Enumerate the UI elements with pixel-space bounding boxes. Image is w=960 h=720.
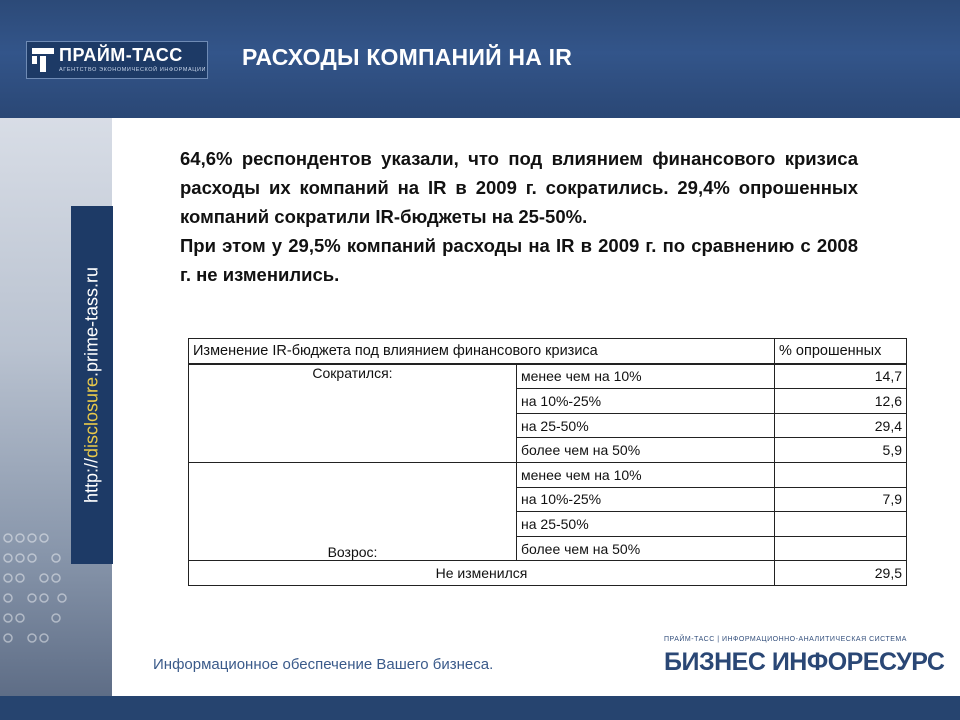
- url-highlight: disclosure: [81, 376, 102, 459]
- header-band: [0, 0, 960, 118]
- row-label: более чем на 50%: [517, 438, 775, 463]
- prime-tass-logo: [26, 41, 208, 79]
- logo-subtitle: АГЕНТСТВО ЭКОНОМИЧЕСКОЙ ИНФОРМАЦИИ: [59, 67, 207, 73]
- row-value: [775, 462, 907, 487]
- row-label: менее чем на 10%: [517, 364, 775, 389]
- row-value: [775, 512, 907, 537]
- ir-budget-table: [188, 338, 906, 602]
- row-label: на 25-50%: [517, 512, 775, 537]
- body-text: [180, 144, 858, 289]
- group-decreased: Сократился:: [189, 364, 517, 463]
- brand-name: БИЗНЕС ИНФОРЕСУРС: [664, 648, 945, 676]
- row-value: 12,6: [775, 389, 907, 414]
- logo-name: ПРАЙМ-ТАСС: [59, 45, 183, 65]
- row-value: 7,9: [775, 487, 907, 512]
- row-value: 5,9: [775, 438, 907, 463]
- row-value: [775, 536, 907, 561]
- table: [188, 338, 907, 586]
- group-increased: Возрос:: [189, 462, 517, 560]
- website-url[interactable]: [82, 267, 103, 503]
- row-value: 14,7: [775, 364, 907, 389]
- header-cell-category: Изменение IR-бюджета под влиянием финансового кризиса: [189, 339, 775, 364]
- url-suffix: .prime-tass.ru: [81, 266, 102, 377]
- table-row-unchanged: [189, 561, 907, 586]
- bottom-bar: [0, 696, 960, 720]
- row-value: 29,4: [775, 413, 907, 438]
- table-header-row: [189, 339, 907, 364]
- brand-top-line: ПРАЙМ-ТАСС | ИНФОРМАЦИОННО-АНАЛИТИЧЕСКАЯ СИСТЕМА: [664, 636, 907, 643]
- header-cell-percent: % опрошенных: [775, 339, 907, 364]
- paragraph-decrease: 64,6% респондентов указали, что под влиянием финансового кризиса расходы их компаний на IR в 2009 г. сократились. 29,4% опрошенных компаний сократили IR-бюджеты на 25-50%.: [180, 148, 858, 227]
- slide-title: РАСХОДЫ КОМПАНИЙ НА IR: [242, 44, 573, 70]
- row-label: на 25-50%: [517, 413, 775, 438]
- business-inforesurs-logo: [664, 636, 945, 686]
- footer-tagline: Информационное обеспечение Вашего бизнеса.: [153, 656, 494, 673]
- row-label: менее чем на 10%: [517, 462, 775, 487]
- prime-tass-logo-icon: [32, 48, 54, 72]
- paragraph-unchanged: При этом у 29,5% компаний расходы на IR в 2009 г. по сравнению с 2008 г. не изменились.: [180, 235, 858, 285]
- url-strip: [71, 206, 113, 564]
- table-row: [189, 462, 907, 487]
- table-row: [189, 364, 907, 389]
- url-prefix: http://: [81, 458, 102, 504]
- row-label: на 10%-25%: [517, 389, 775, 414]
- row-label: более чем на 50%: [517, 536, 775, 561]
- unchanged-value: 29,5: [775, 561, 907, 586]
- row-label: на 10%-25%: [517, 487, 775, 512]
- unchanged-label: Не изменился: [189, 561, 775, 586]
